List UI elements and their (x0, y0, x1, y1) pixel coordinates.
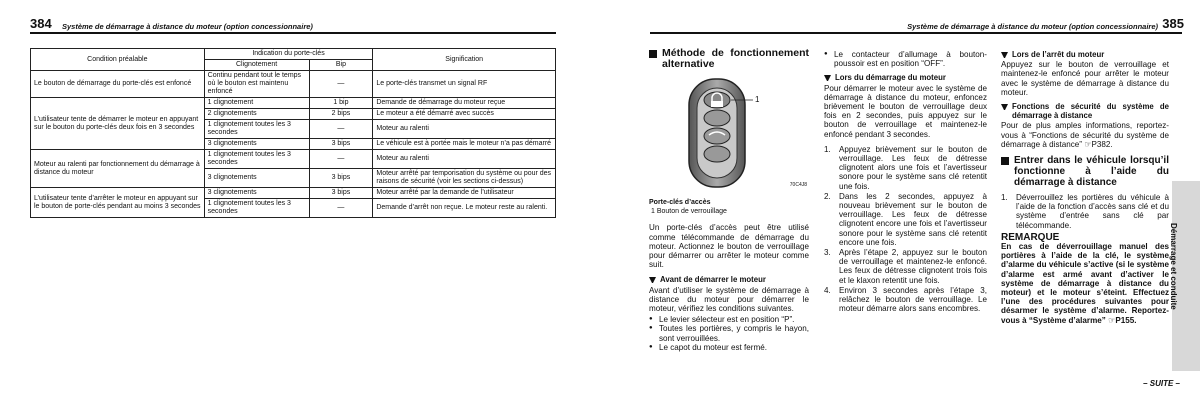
meaning-cell: Moteur arrêté par la demande de l’utilisateur (373, 188, 556, 199)
blink-cell: 1 clignotement toutes les 3 secondes (204, 199, 309, 218)
th-meaning: Signification (373, 49, 556, 71)
meaning-cell: Moteur au ralenti (373, 150, 556, 169)
condition-cell: L’utilisateur tente de démarrer le moteur en appuyant sur le bouton du porte-clés deux fois en 3 secondes (31, 98, 205, 150)
meaning-cell: Le véhicule est à portée mais le moteur n’a pas démarré (373, 139, 556, 150)
key-fob-illustration (649, 76, 809, 194)
triangle-bullet-icon (1001, 52, 1008, 58)
side-tab-label: Démarrage et conduite (1169, 223, 1178, 310)
bullet-list (824, 50, 987, 68)
step-item: 1. Déverrouillez les portières du véhicule à l’aide de la fonction d’accès sans clé et du système d’entrée sans clé par télécommande. (1001, 193, 1169, 230)
condition-cell: L’utilisateur tente d’arrêter le moteur en appuyant sur le bouton de porte-clés pendant au moins 3 secondes (31, 188, 205, 218)
blink-cell: 1 clignotement toutes les 3 secondes (204, 120, 309, 139)
subsection-title: Lors de l’arrêt du moteur (1001, 50, 1169, 59)
page-number: 384 (30, 16, 52, 31)
triangle-bullet-icon (649, 277, 656, 283)
blink-cell: 1 clignotement (204, 98, 309, 109)
steps-list (1001, 193, 1169, 230)
figure-callout: 1 (755, 95, 760, 104)
meaning-cell: Le porte-clés transmet un signal RF (373, 71, 556, 98)
beep-cell: 3 bips (309, 169, 373, 188)
beep-cell: 2 bips (309, 109, 373, 120)
figure-caption-item: 1 Bouton de verrouillage (651, 208, 727, 216)
condition-cell: Moteur au ralenti par fonctionnement du démarrage à distance du moteur (31, 150, 205, 188)
list-item: ● Le levier sélecteur est en position “P”. (649, 315, 809, 324)
th-condition: Condition préalable (31, 49, 205, 71)
header-title: Système de démarrage à distance du moteur (option concessionnaire) (62, 22, 313, 31)
beep-cell: — (309, 199, 373, 218)
header-title: Système de démarrage à distance du moteur (option concessionnaire) (907, 22, 1158, 31)
subsection-title: Fonctions de sécurité du système de démarrage à distance (1001, 102, 1169, 120)
blink-cell: 3 clignotements (204, 139, 309, 150)
section-title: Entrer dans le véhicule lorsqu’il fonctionne à l’aide du démarrage à distance (1001, 155, 1169, 188)
figure-caption: Porte-clés d’accès (649, 199, 711, 206)
th-blink: Clignotement (204, 60, 309, 71)
blink-cell: 2 clignotements (204, 109, 309, 120)
paragraph: Appuyez sur le bouton de verrouillage et maintenez-le enfoncé pour arrêter le moteur avec le système de démarrage à distance du moteur. (1001, 60, 1169, 97)
continued-label: – SUITE – (1143, 379, 1180, 388)
page-number: 385 (1162, 16, 1184, 31)
column-1 (649, 48, 809, 352)
square-bullet-icon (649, 50, 657, 58)
step-item: 1. Appuyez brièvement sur le bouton de verrouillage. Les feux de détresse clignotent alors une fois et l’avertisseur sonore pour le système sans clé retentit une fois. (824, 144, 987, 191)
table-row (31, 188, 556, 199)
bullet-list (649, 315, 809, 352)
condition-cell: Le bouton de démarrage du porte-clés est enfoncé (31, 71, 205, 98)
figure-code: 70C4J8 (789, 182, 807, 188)
table-row (31, 71, 556, 98)
figure-key-fob (649, 76, 809, 194)
blink-cell: 3 clignotements (204, 169, 309, 188)
square-bullet-icon (1001, 157, 1009, 165)
column-2 (824, 50, 987, 314)
right-page (600, 0, 1200, 402)
list-item: ● Toutes les portières, y compris le hayon, sont verrouillées. (649, 324, 809, 342)
list-item: ● Le capot du moteur est fermé. (649, 343, 809, 352)
subsection-title: Avant de démarrer le moteur (649, 275, 809, 284)
th-beep: Bip (309, 60, 373, 71)
beep-cell: 3 bips (309, 139, 373, 150)
paragraph: Pour démarrer le moteur avec le système de démarrage à distance du moteur, enfoncez brièvement le bouton de verrouillage deux fois en 2 secondes, puis appuyez sur le bouton de verrouillage et maintenez-le enfoncé pendant 3 secondes. (824, 83, 987, 139)
meaning-cell: Demande d’arrêt non reçue. Le moteur reste au ralenti. (373, 199, 556, 218)
blink-cell: 3 clignotements (204, 188, 309, 199)
paragraph: Pour de plus amples informations, reportez-vous à “Fonctions de sécurité du système de démarrage à distance” ☞P382. (1001, 121, 1169, 149)
step-item: 2. Dans les 2 secondes, appuyez à nouveau brièvement sur le bouton de verrouillage. Les feux de détresse clignotent encore une fois et l’avertisseur sonore pour le système sans clé retentit encore une fois. (824, 191, 987, 247)
table-row (31, 98, 556, 109)
table-row (31, 150, 556, 169)
meaning-cell: Moteur arrêté par temporisation du système ou pour des raisons de sécurité (voir les sections ci-dessus) (373, 169, 556, 188)
intro-paragraph: Un porte-clés d’accès peut être utilisé comme télécommande de démarrage du moteur. Actionnez le bouton de verrouillage pour démarrer ou arrêter le moteur comme suit. (649, 223, 809, 270)
paragraph: Avant d’utiliser le système de démarrage à distance du moteur pour démarrer le moteur, vérifiez les conditions suivantes. (649, 285, 809, 314)
triangle-bullet-icon (824, 75, 831, 81)
meaning-cell: Le moteur a été démarré avec succès (373, 109, 556, 120)
indication-table (30, 48, 556, 218)
subsection-title: Lors du démarrage du moteur (824, 73, 987, 82)
section-title: Méthode de fonctionnement alternative (649, 48, 809, 70)
list-item: ● Le contacteur d’allumage à bouton-poussoir est en position “OFF”. (824, 50, 987, 68)
beep-cell: 3 bips (309, 188, 373, 199)
header-rule (30, 32, 556, 34)
meaning-cell: Moteur au ralenti (373, 120, 556, 139)
blink-cell: Continu pendant tout le temps où le bouton est maintenu enfoncé (204, 71, 309, 98)
column-3 (1001, 50, 1169, 327)
beep-cell: — (309, 71, 373, 98)
beep-cell: — (309, 120, 373, 139)
step-item: 3. Après l’étape 2, appuyez sur le bouton de verrouillage et maintenez-le enfoncé. Les feux de détresse clignotent trois fois et le klaxon retentit une fois. (824, 248, 987, 285)
beep-cell: 1 bip (309, 98, 373, 109)
blink-cell: 1 clignotement toutes les 3 secondes (204, 150, 309, 169)
steps-list (824, 145, 987, 314)
meaning-cell: Demande de démarrage du moteur reçue (373, 98, 556, 109)
remark-title: REMARQUE (1001, 231, 1060, 243)
th-indication: Indication du porte-clés (204, 49, 373, 60)
beep-cell: — (309, 150, 373, 169)
step-item: 4. Environ 3 secondes après l’étape 3, relâchez le bouton de verrouillage. Le moteur démarre alors sans encombres. (824, 285, 987, 314)
remark-text: En cas de déverrouillage manuel des portières à l’aide de la clé, le système d’alarme du véhicule s’active (si le système d’alarme est armé avant d’activer le système de démarrage à distance du moteur) et le moteur s’éteint. Effectuez l’une des procédures suivantes pour désarmer le système d’alarme. Reportez-vous à “Système d’alarme” ☞P155. (1001, 242, 1169, 325)
triangle-bullet-icon (1001, 104, 1008, 110)
header-rule (650, 32, 1182, 34)
